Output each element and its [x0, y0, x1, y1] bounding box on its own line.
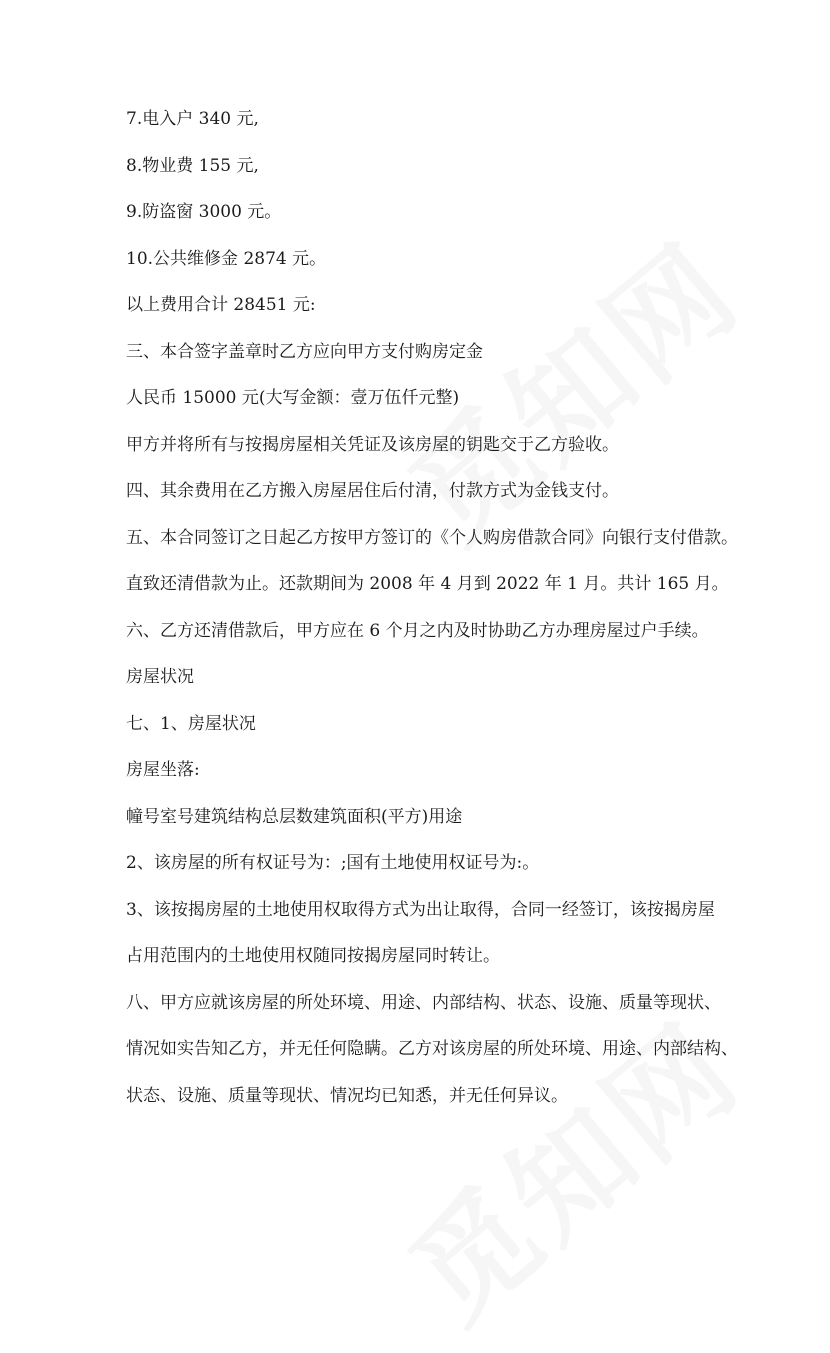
paragraph-line: 直致还清借款为止。还款期间为 2008 年 4 月到 2022 年 1 月。共计 165 月。 [126, 574, 729, 594]
paragraph-line: 8.物业费 155 元, [126, 155, 259, 176]
paragraph-line: 三、本合签字盖章时乙方应向甲方支付购房定金 [126, 341, 483, 362]
paragraph-line: 情况如实告知乙方，并无任何隐瞒。乙方对该房屋的所处环境、用途、内部结构、 [126, 1039, 738, 1059]
paragraph-line: 甲方并将所有与按揭房屋相关凭证及该房屋的钥匙交于乙方验收。 [126, 434, 619, 455]
paragraph-line: 10.公共维修金 2874 元。 [126, 248, 327, 269]
paragraph-line: 3、该按揭房屋的土地使用权取得方式为出让取得，合同一经签订，该按揭房屋 [126, 899, 715, 920]
document-body [126, 106, 738, 1129]
paragraph-line: 七、1、房屋状况 [126, 713, 256, 734]
paragraph-line: 四、其余费用在乙方搬入房屋居住后付清，付款方式为金钱支付。 [126, 481, 619, 501]
paragraph-line: 状态、设施、质量等现状、情况均已知悉，并无任何异议。 [126, 1085, 568, 1106]
paragraph-line: 7.电入户 340 元, [126, 109, 259, 129]
paragraph-line: 人民币 15000 元(大写金额：壹万伍仟元整) [126, 388, 460, 408]
paragraph-line: 八、甲方应就该房屋的所处环境、用途、内部结构、状态、设施、质量等现状、 [126, 992, 721, 1013]
paragraph-line: 9.防盗窗 3000 元。 [126, 202, 282, 222]
paragraph-line: 房屋坐落: [126, 760, 200, 780]
paragraph-line: 五、本合同签订之日起乙方按甲方签订的《个人购房借款合同》向银行支付借款。 [126, 527, 738, 548]
paragraph-line: 2、该房屋的所有权证号为：;国有土地使用权证号为:。 [126, 853, 540, 873]
paragraph-line: 幢号室号建筑结构总层数建筑面积(平方)用途 [126, 806, 463, 827]
paragraph-line: 以上费用合计 28451 元: [126, 295, 316, 315]
paragraph-line: 六、乙方还清借款后，甲方应在 6 个月之内及时协助乙方办理房屋过户手续。 [126, 620, 709, 641]
section-heading: 房屋状况 [126, 667, 194, 687]
paragraph-line: 占用范围内的土地使用权随同按揭房屋同时转让。 [126, 946, 500, 966]
